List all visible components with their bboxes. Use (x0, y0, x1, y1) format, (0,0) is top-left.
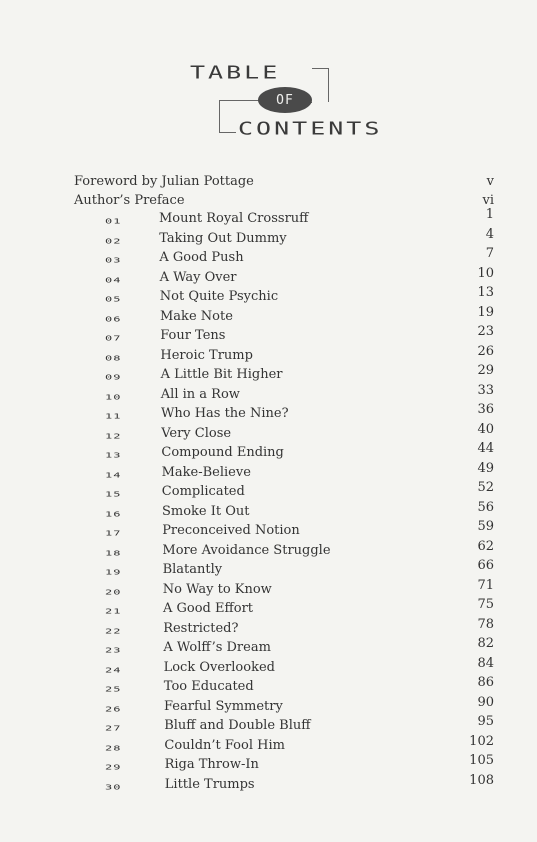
chapter-number: 15 (105, 489, 122, 499)
chapter-row[interactable] (0, 265, 537, 290)
chapter-number: 24 (105, 665, 122, 674)
front-matter-foreword[interactable] (74, 174, 494, 193)
chapter-title: A Little Bit Higher (160, 367, 283, 382)
chapter-row[interactable] (0, 402, 537, 426)
chapter-number: 10 (105, 392, 122, 401)
front-matter-preface[interactable] (74, 193, 494, 212)
chapter-row[interactable] (0, 207, 537, 231)
chapter-page: 95 (477, 714, 494, 729)
chapter-row[interactable] (0, 363, 537, 387)
chapter-number: 11 (105, 411, 122, 421)
front-matter-page: vi (482, 193, 494, 208)
chapter-row[interactable] (0, 519, 537, 543)
chapter-row[interactable] (0, 538, 537, 563)
chapter-page: 84 (477, 655, 494, 671)
chapter-row[interactable] (0, 460, 537, 485)
chapter-page: 52 (477, 480, 494, 495)
chapter-number: 01 (105, 216, 122, 226)
chapter-row[interactable] (0, 441, 537, 465)
chapter-page: 49 (477, 460, 494, 476)
chapter-title: Little Trumps (164, 776, 255, 792)
chapter-page: 56 (477, 499, 494, 515)
heading-bracket-bottom (219, 100, 236, 133)
chapter-title: Mount Royal Crossruff (159, 211, 309, 226)
chapter-page: 29 (477, 363, 494, 378)
chapter-number: 30 (105, 782, 122, 791)
chapter-number: 08 (105, 353, 122, 362)
chapter-title: Preconceived Notion (162, 523, 300, 538)
chapter-title: Taking Out Dummy (159, 230, 287, 246)
chapter-row[interactable] (0, 246, 537, 270)
heading-of-badge (258, 87, 312, 113)
chapter-title: Blatantly (162, 562, 223, 577)
chapter-page: 59 (477, 519, 494, 534)
chapter-title: Riga Throw-In (164, 757, 259, 772)
chapter-title: Fearful Symmetry (164, 698, 283, 714)
chapter-row[interactable] (0, 753, 537, 777)
chapter-row[interactable] (0, 304, 537, 329)
chapter-title: Four Tens (160, 328, 226, 343)
chapter-title: More Avoidance Struggle (162, 542, 331, 558)
chapter-title: Who Has the Nine? (161, 406, 289, 421)
chapter-page: 78 (477, 616, 494, 632)
toc-heading (0, 0, 537, 160)
chapter-row[interactable] (0, 636, 537, 660)
chapter-row[interactable] (0, 733, 537, 758)
heading-bracket-top (312, 68, 329, 102)
chapter-number: 25 (105, 684, 122, 694)
chapter-row[interactable] (0, 343, 537, 368)
chapter-title: Restricted? (163, 620, 239, 636)
chapter-title: Make-Believe (161, 464, 251, 480)
chapter-title: Lock Overlooked (163, 659, 275, 675)
chapter-number: 27 (105, 723, 122, 733)
chapter-page: 71 (477, 577, 494, 593)
chapter-title: Not Quite Psychic (159, 289, 279, 304)
heading-contents: CONTENTS (238, 118, 383, 139)
chapter-page: 75 (477, 597, 494, 612)
chapter-row[interactable] (0, 577, 537, 602)
chapter-number: 18 (105, 548, 122, 557)
chapter-title: A Way Over (159, 269, 237, 285)
front-matter-title: Foreword by Julian Pottage (74, 174, 254, 189)
chapter-row[interactable] (0, 772, 537, 797)
chapter-number: 05 (105, 294, 122, 304)
chapter-row[interactable] (0, 324, 537, 348)
chapter-row[interactable] (0, 558, 537, 582)
chapter-page: 90 (477, 694, 494, 710)
chapter-page: 62 (477, 538, 494, 554)
chapter-row[interactable] (0, 382, 537, 407)
chapter-title: Heroic Trump (160, 347, 253, 363)
chapter-page: 7 (485, 246, 494, 261)
chapter-title: Bluff and Double Bluff (164, 718, 311, 733)
chapter-number: 26 (105, 704, 122, 713)
chapter-title: No Way to Know (162, 581, 272, 597)
chapter-number: 17 (105, 528, 122, 538)
chapter-page: 86 (477, 675, 494, 690)
chapter-number: 14 (105, 470, 122, 479)
heading-table: TABLE (190, 62, 281, 83)
chapter-row[interactable] (0, 226, 537, 251)
chapter-page: 10 (477, 265, 494, 281)
chapter-number: 06 (105, 314, 122, 323)
front-matter-title: Author’s Preface (74, 193, 185, 208)
chapter-number: 04 (105, 275, 122, 284)
chapter-title: A Wolff’s Dream (163, 640, 271, 655)
chapter-title: Too Educated (163, 679, 254, 694)
chapter-number: 20 (105, 587, 122, 596)
chapter-title: Make Note (160, 308, 233, 324)
chapter-row[interactable] (0, 714, 537, 738)
chapter-page: 102 (469, 733, 494, 749)
chapter-number: 09 (105, 372, 122, 382)
chapter-page: 105 (469, 753, 494, 768)
chapter-number: 07 (105, 333, 122, 343)
chapter-number: 13 (105, 450, 122, 460)
chapter-row[interactable] (0, 499, 537, 524)
chapter-row[interactable] (0, 480, 537, 504)
chapter-page: 40 (477, 421, 494, 437)
chapter-page: 26 (477, 343, 494, 359)
chapter-page: 19 (477, 304, 494, 320)
chapter-title: Couldn’t Fool Him (164, 737, 285, 753)
chapter-page: 66 (477, 558, 494, 573)
chapter-title: Complicated (161, 484, 245, 499)
chapter-title: Compound Ending (161, 445, 284, 460)
chapter-row[interactable] (0, 285, 537, 309)
chapter-number: 22 (105, 626, 122, 635)
chapter-page: 82 (477, 636, 494, 651)
chapter-row[interactable] (0, 655, 537, 680)
chapter-list (0, 207, 537, 796)
chapter-page: 36 (477, 402, 494, 417)
chapter-row[interactable] (0, 675, 537, 699)
chapter-title: Very Close (161, 425, 232, 441)
chapter-page: 108 (469, 772, 494, 788)
chapter-number: 02 (105, 236, 122, 245)
chapter-row[interactable] (0, 694, 537, 719)
chapter-number: 03 (105, 255, 122, 265)
chapter-row[interactable] (0, 597, 537, 621)
chapter-row[interactable] (0, 421, 537, 446)
chapter-page: 13 (477, 285, 494, 300)
chapter-page: 44 (477, 441, 494, 456)
heading-of: OF (276, 93, 294, 108)
chapter-page: 23 (477, 324, 494, 339)
chapter-number: 12 (105, 431, 122, 440)
chapter-number: 19 (105, 567, 122, 577)
front-matter-page: v (486, 174, 494, 189)
chapter-number: 29 (105, 762, 122, 772)
chapter-title: Smoke It Out (162, 503, 250, 519)
chapter-number: 21 (105, 606, 122, 616)
chapter-title: A Good Effort (163, 601, 254, 616)
chapter-row[interactable] (0, 616, 537, 641)
chapter-page: 33 (477, 382, 494, 398)
chapter-title: All in a Row (160, 386, 240, 402)
chapter-number: 23 (105, 645, 122, 655)
chapter-page: 1 (485, 207, 494, 222)
chapter-title: A Good Push (159, 250, 244, 265)
chapter-page: 4 (485, 226, 494, 242)
chapter-number: 16 (105, 509, 122, 518)
chapter-number: 28 (105, 743, 122, 752)
